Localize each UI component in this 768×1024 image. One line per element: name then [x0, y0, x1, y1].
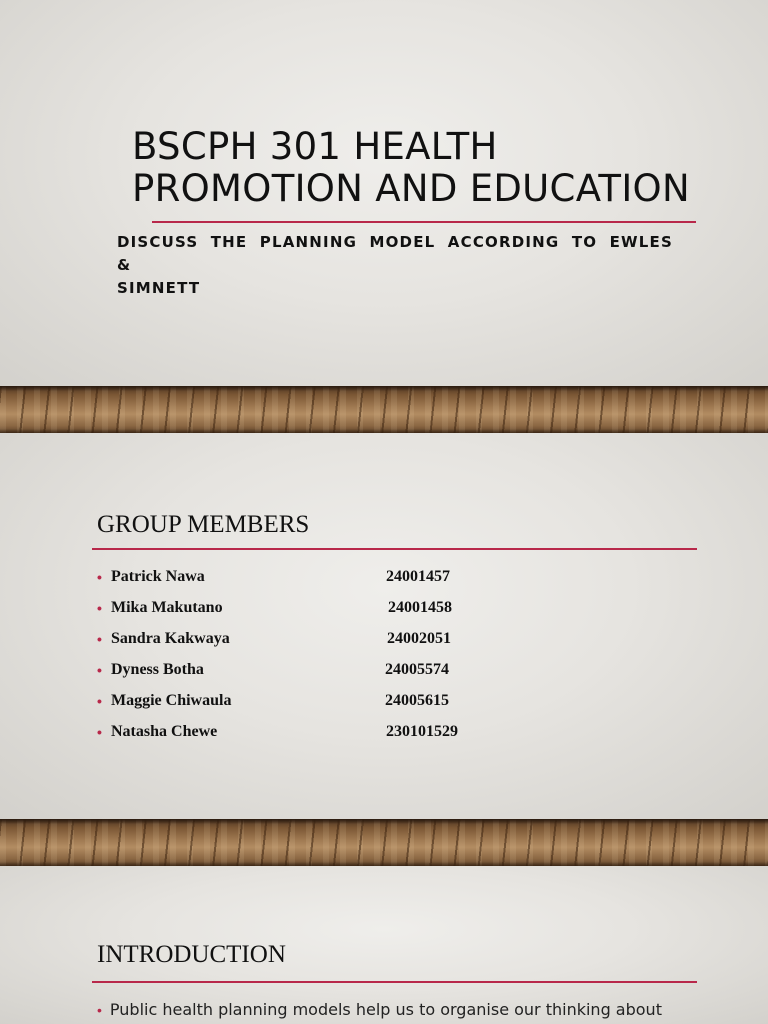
- title-slide: [0, 0, 768, 386]
- introduction-heading: INTRODUCTION: [97, 941, 286, 968]
- list-item: [97, 690, 517, 721]
- heading-divider: [92, 981, 697, 983]
- member-name: Patrick Nawa: [111, 568, 205, 585]
- member-name: Sandra Kakwaya: [111, 630, 230, 647]
- list-item: [97, 628, 517, 659]
- bullet-icon: •: [97, 1002, 102, 1018]
- bullet-icon: •: [97, 600, 102, 616]
- member-id: 24001457: [386, 568, 450, 585]
- member-name: Maggie Chiwaula: [111, 692, 232, 709]
- heading-divider: [92, 548, 697, 550]
- slide-subtitle-line-2: SIMNETT: [117, 279, 201, 297]
- slide-subtitle-line-1: DISCUSS THE PLANNING MODEL ACCORDING TO EWLES &: [117, 233, 673, 274]
- title-divider: [152, 221, 696, 223]
- intro-bullet-text: Public health planning models help us to organise our thinking about: [109, 1000, 662, 1019]
- member-id: 24001458: [388, 599, 452, 616]
- wood-floor-strip: [0, 819, 768, 866]
- group-members-slide: [0, 433, 768, 819]
- member-id: 230101529: [386, 723, 458, 740]
- members-list: [97, 566, 517, 752]
- member-name: Natasha Chewe: [111, 723, 218, 740]
- member-name: Mika Makutano: [111, 599, 223, 616]
- bullet-icon: •: [97, 724, 102, 740]
- list-item: [97, 597, 517, 628]
- member-id: 24005615: [385, 692, 449, 709]
- list-item: [97, 659, 517, 690]
- bullet-icon: •: [97, 662, 102, 678]
- list-item: [97, 721, 517, 752]
- slide-title: [132, 126, 732, 210]
- slide-subtitle: [117, 231, 673, 300]
- list-item: [97, 566, 517, 597]
- slide-title-line-1: BSCPH 301 HEALTH: [132, 125, 498, 168]
- introduction-slide: [0, 866, 768, 1024]
- member-id: 24002051: [387, 630, 451, 647]
- bullet-icon: •: [97, 631, 102, 647]
- bullet-icon: •: [97, 569, 102, 585]
- member-name: Dyness Botha: [111, 661, 204, 678]
- list-item: [97, 999, 717, 1021]
- wood-floor-strip: [0, 386, 768, 433]
- bullet-icon: •: [97, 693, 102, 709]
- group-members-heading: GROUP MEMBERS: [97, 511, 310, 538]
- slide-title-line-2: PROMOTION AND EDUCATION: [132, 167, 690, 210]
- member-id: 24005574: [385, 661, 449, 678]
